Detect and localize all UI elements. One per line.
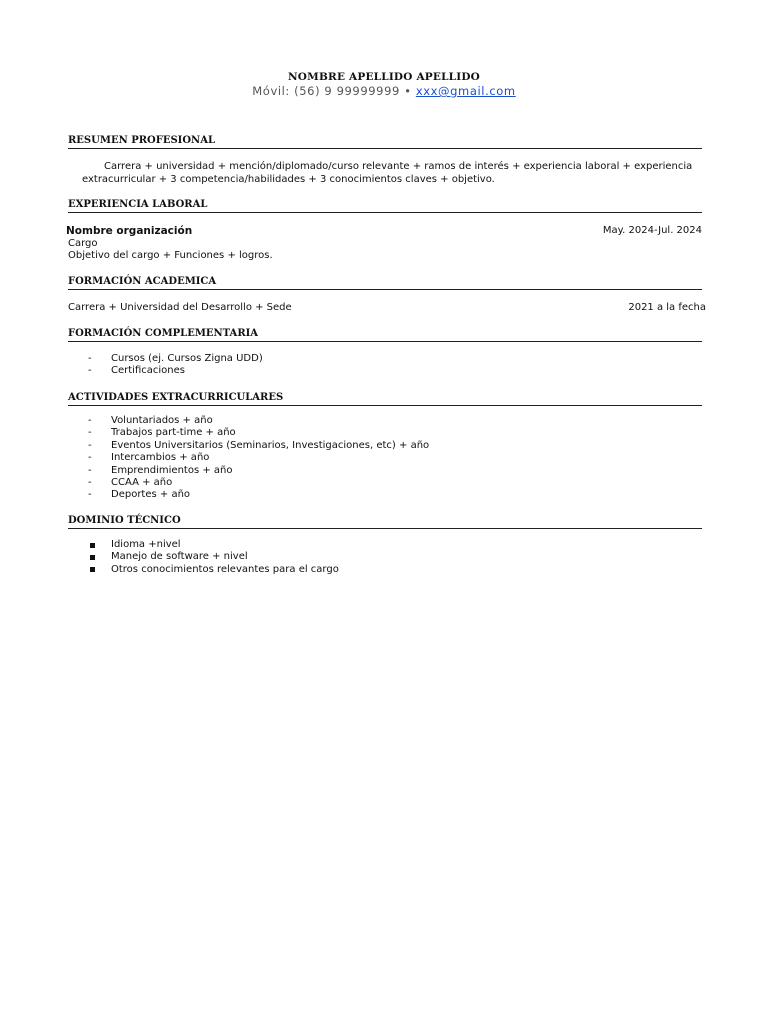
technical-list — [88, 539, 339, 576]
list-item-text: Eventos Universitarios (Seminarios, Investigaciones, etc) + año — [111, 439, 430, 451]
list-item — [88, 477, 429, 489]
list-item — [88, 427, 429, 439]
dash-bullet: - — [88, 439, 92, 451]
list-item-text: Deportes + año — [111, 489, 191, 501]
dash-bullet: - — [88, 464, 92, 476]
summary-text: Carrera + universidad + mención/diplomado/curso relevante + ramos de interés + experiencia laboral + experiencia extracurricular + 3 competencia/habilidades + 3 conocimientos claves + objetivo. — [82, 161, 693, 185]
list-item-text: Voluntariados + año — [111, 415, 213, 426]
square-bullet-icon — [90, 555, 95, 560]
list-item-text: Intercambios + año — [111, 452, 210, 464]
activities-list — [88, 415, 429, 502]
dash-bullet: - — [88, 415, 92, 426]
complementary-list — [88, 353, 263, 378]
list-item — [88, 489, 429, 501]
organization-name: Nombre organización — [66, 225, 193, 237]
list-item — [88, 440, 429, 452]
list-item — [88, 551, 339, 563]
list-item — [88, 539, 339, 551]
candidate-name: NOMBRE APELLIDO APELLIDO — [287, 71, 481, 83]
list-item — [88, 564, 339, 576]
section-title-complementary: FORMACIÓN COMPLEMENTARIA — [68, 327, 702, 342]
list-item-text: Manejo de software + nivel — [111, 551, 248, 563]
list-item — [88, 365, 263, 377]
section-title-technical: DOMINIO TÉCNICO — [68, 514, 702, 529]
list-item-text: Certificaciones — [111, 365, 185, 377]
phone-text: Móvil: (56) 9 99999999 • — [252, 84, 412, 98]
section-title-summary: RESUMEN PROFESIONAL — [68, 134, 702, 149]
dash-bullet: - — [88, 353, 92, 364]
list-item-text: Cursos (ej. Cursos Zigna UDD) — [111, 353, 263, 364]
contact-line — [0, 84, 768, 98]
list-item-text: Otros conocimientos relevantes para el cargo — [111, 563, 339, 575]
section-title-experience: EXPERIENCIA LABORAL — [68, 198, 702, 213]
square-bullet-icon — [90, 543, 95, 548]
list-item — [88, 452, 429, 464]
list-item — [88, 465, 429, 477]
dash-bullet: - — [88, 427, 92, 439]
email-link[interactable]: xxx@gmail.com — [415, 84, 516, 98]
list-item-text: Emprendimientos + año — [111, 464, 233, 476]
education-dates: 2021 a la fecha — [628, 302, 706, 313]
section-title-education: FORMACIÓN ACADEMICA — [68, 275, 702, 290]
job-description: Objetivo del cargo + Funciones + logros. — [68, 250, 273, 261]
list-item — [88, 353, 263, 365]
square-bullet-icon — [90, 567, 95, 572]
list-item — [88, 415, 429, 427]
degree-text: Carrera + Universidad del Desarrollo + Sede — [68, 302, 292, 313]
dash-bullet: - — [88, 365, 92, 377]
dash-bullet: - — [88, 489, 92, 501]
dash-bullet: - — [88, 452, 92, 464]
section-title-activities: ACTIVIDADES EXTRACURRICULARES — [68, 391, 702, 406]
list-item-text: Trabajos part-time + año — [111, 427, 236, 439]
dash-bullet: - — [88, 477, 92, 489]
list-item-text: CCAA + año — [111, 477, 173, 489]
experience-dates: May. 2024-Jul. 2024 — [602, 225, 702, 236]
list-item-text: Idioma +nivel — [111, 539, 181, 550]
job-role: Cargo — [68, 238, 98, 249]
